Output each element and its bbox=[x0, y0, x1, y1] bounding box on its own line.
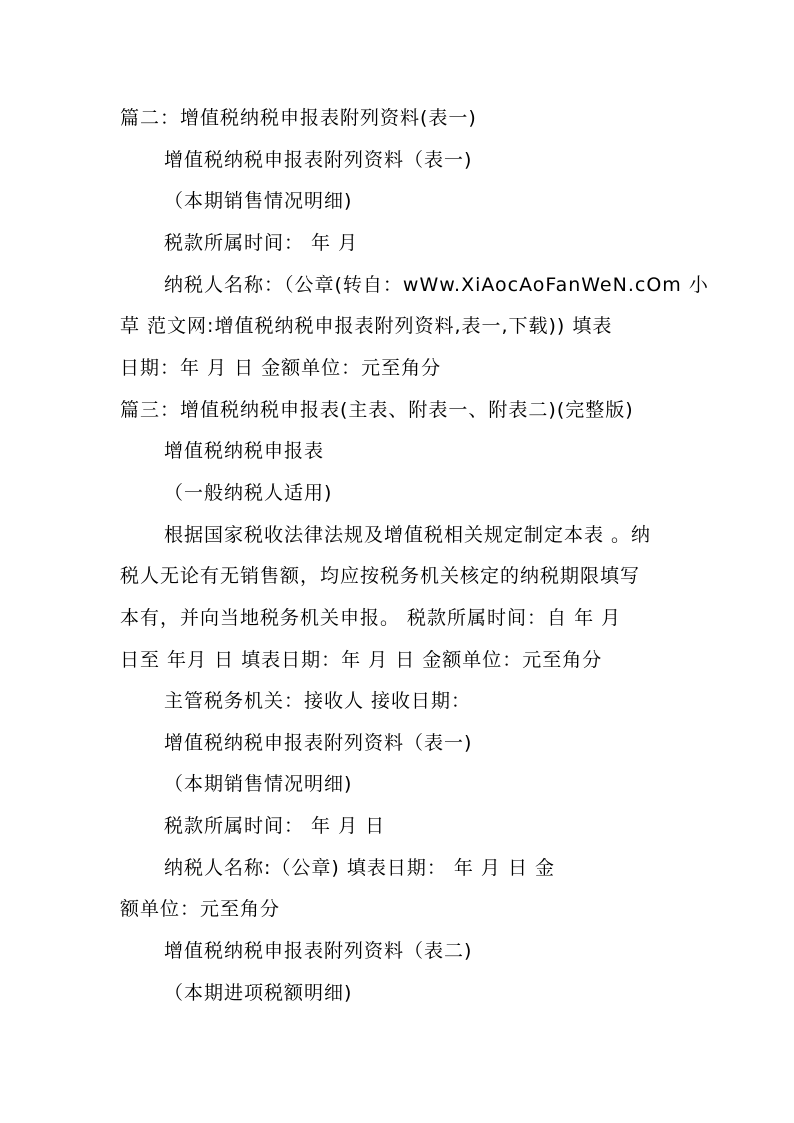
table-subtitle: （本期销售情况明细) bbox=[164, 773, 353, 795]
table-title: 增值税纳税申报表附列资料（表一) bbox=[164, 732, 473, 754]
table-subtitle: （本期进项税额明细) bbox=[164, 982, 353, 1004]
table-title: 增值税纳税申报表附列资料（表二) bbox=[164, 940, 473, 962]
section-heading-3: 篇三：增值税纳税申报表(主表、附表一、附表二)(完整版) bbox=[120, 399, 634, 421]
tax-period-line: 税款所属时间： 年 月 bbox=[164, 232, 359, 254]
paragraph-line: 税人无论有无销售额，均应按税务机关核定的纳税期限填写 bbox=[120, 565, 641, 587]
paragraph-line: 纳税人名称:（公章) 填表日期： 年 月 日 金 bbox=[164, 857, 556, 879]
form-subtitle: （一般纳税人适用) bbox=[164, 482, 333, 504]
form-title: 增值税纳税申报表 bbox=[164, 440, 325, 462]
paragraph-line: 本有，并向当地税务机关申报。 税款所属时间：自 年 月 bbox=[120, 607, 622, 629]
paragraph-line: 日期：年 月 日 金额单位：元至角分 bbox=[120, 357, 442, 379]
paragraph-line: 日至 年月 日 填表日期：年 月 日 金额单位：元至角分 bbox=[120, 649, 603, 671]
table-title: 增值税纳税申报表附列资料（表一) bbox=[164, 149, 473, 171]
paragraph-line: 根据国家税收法律法规及增值税相关规定制定本表 。纳 bbox=[164, 524, 652, 546]
tax-period-line: 税款所属时间： 年 月 日 bbox=[164, 815, 386, 837]
section-heading-2: 篇二：增值税纳税申报表附列资料(表一) bbox=[120, 107, 477, 129]
paragraph-line: 草 范文网:增值税纳税申报表附列资料,表一,下载)) 填表 bbox=[120, 315, 613, 337]
paragraph-line: 纳税人名称：（公章(转自：wWw.XiAocAoFanWeN.cOm 小 bbox=[164, 274, 709, 296]
paragraph-line: 主管税务机关：接收人 接收日期： bbox=[164, 690, 472, 712]
paragraph-line: 额单位：元至角分 bbox=[120, 898, 281, 920]
table-subtitle: （本期销售情况明细) bbox=[164, 190, 353, 212]
